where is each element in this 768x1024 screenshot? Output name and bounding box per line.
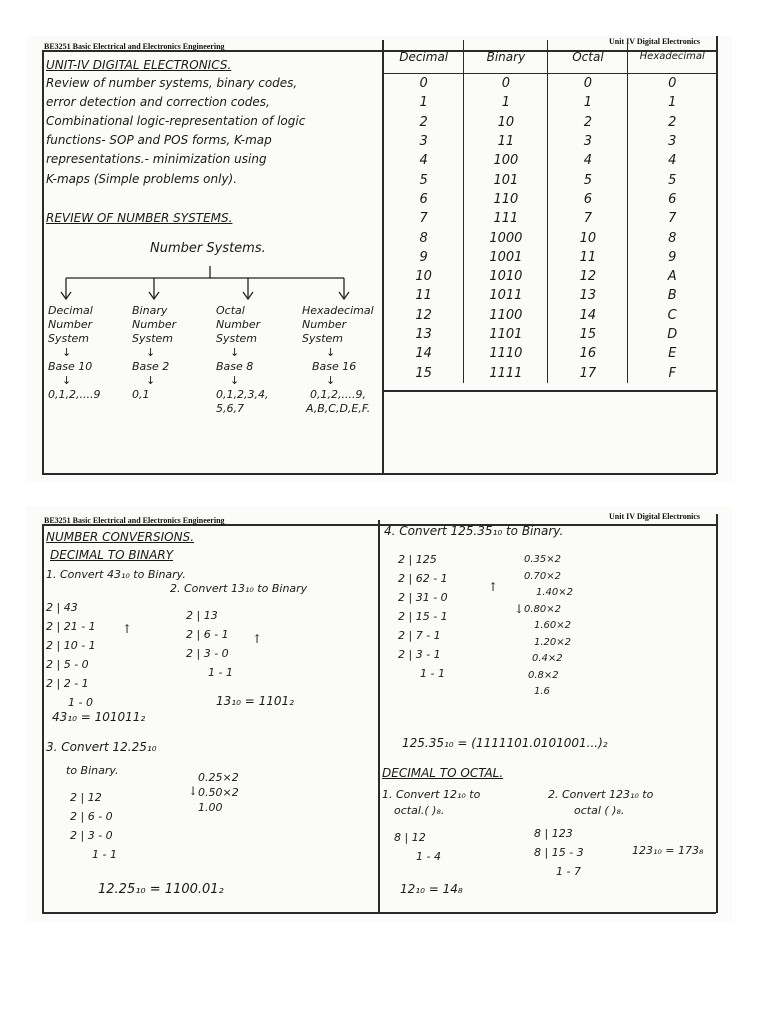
binary-cell: 1110 xyxy=(464,344,548,363)
q4-division-steps xyxy=(398,550,448,683)
syllabus-line: error detection and correction codes, xyxy=(46,95,270,109)
table-row xyxy=(384,248,716,267)
hexadecimal-cell: 3 xyxy=(628,132,716,151)
q6-division-steps xyxy=(534,824,584,881)
table-row xyxy=(384,344,716,363)
syllabus-line: functions- SOP and POS forms, K-map xyxy=(46,133,272,147)
division-step: 2 | 62 - 1 xyxy=(398,572,448,585)
system-name-line: System xyxy=(48,332,90,345)
system-name-line: Binary xyxy=(132,304,168,317)
down-arrow-icon: ↓ xyxy=(326,346,336,359)
octal-cell: 4 xyxy=(548,151,628,170)
division-step: 2 | 21 - 1 xyxy=(46,620,96,633)
question-1: 1. Convert 43₁₀ to Binary. xyxy=(46,568,186,581)
question-5: 1. Convert 12₁₀ to xyxy=(382,788,481,801)
decimal-system-label xyxy=(48,304,100,402)
table-row xyxy=(384,286,716,305)
page-1-right-border xyxy=(716,36,718,474)
page-2-header-left: BE3251 Basic Electrical and Electronics Engineering xyxy=(44,516,225,525)
page-2-right-border xyxy=(716,514,718,913)
system-base: Base 8 xyxy=(216,360,254,373)
down-arrow-icon: ↓ xyxy=(514,602,525,616)
octal-cell: 10 xyxy=(548,228,628,247)
down-arrow-icon: ↓ xyxy=(62,346,72,359)
hexadecimal-cell: F xyxy=(628,363,716,382)
division-step: 8 | 123 xyxy=(534,827,573,840)
octal-cell: 11 xyxy=(548,248,628,267)
decimal-cell: 2 xyxy=(419,114,428,130)
review-heading: REVIEW OF NUMBER SYSTEMS. xyxy=(46,211,233,225)
q5-result: 12₁₀ = 14₈ xyxy=(400,882,463,896)
decimal-cell: 10 xyxy=(415,269,432,285)
octal-system-label xyxy=(216,304,268,416)
fraction-step: 0.4×2 xyxy=(532,653,563,664)
down-arrow-icon: ↓ xyxy=(188,784,199,798)
down-arrow-icon: ↓ xyxy=(62,374,72,387)
system-digits: 0,1,2,....9, xyxy=(310,388,366,401)
division-step: 2 | 7 - 1 xyxy=(398,629,441,642)
fraction-step: 0.50×2 xyxy=(198,786,239,799)
question-3: 3. Convert 12.25₁₀ xyxy=(46,740,157,754)
hexadecimal-cell: 1 xyxy=(628,93,716,112)
table-row xyxy=(384,132,716,151)
column-header-octal: Octal xyxy=(548,40,628,74)
system-base: Base 16 xyxy=(312,360,357,373)
decimal-cell: 4 xyxy=(419,153,428,169)
fraction-step: 0.35×2 xyxy=(524,554,562,565)
question-3-continued: to Binary. xyxy=(66,764,119,777)
decimal-to-binary-heading: DECIMAL TO BINARY xyxy=(50,548,174,562)
fraction-step: 0.25×2 xyxy=(198,771,239,784)
q4-fraction-steps xyxy=(524,552,573,701)
hexadecimal-cell: 7 xyxy=(628,209,716,228)
division-step: 1 - 1 xyxy=(208,666,233,679)
division-step: 8 | 15 - 3 xyxy=(534,846,584,859)
binary-cell: 110 xyxy=(464,190,548,209)
q5-division-steps xyxy=(394,828,441,866)
division-step: 1 - 0 xyxy=(68,696,93,709)
table-row xyxy=(384,306,716,325)
octal-cell: 2 xyxy=(548,113,628,132)
fraction-step: 0.70×2 xyxy=(524,570,562,582)
fraction-step: 0.80×2 xyxy=(524,603,562,615)
octal-cell: 15 xyxy=(548,325,628,344)
decimal-cell: 15 xyxy=(415,365,432,381)
division-step: 2 | 5 - 0 xyxy=(46,658,89,671)
system-digits: 0,1 xyxy=(132,388,150,401)
down-arrow-icon: ↓ xyxy=(146,346,156,359)
division-step: 2 | 125 xyxy=(398,553,437,566)
hexadecimal-system-label xyxy=(302,304,374,416)
decimal-cell: 3 xyxy=(419,134,428,150)
up-arrow-icon: ↑ xyxy=(252,632,263,646)
system-base: Base 10 xyxy=(48,360,93,373)
octal-cell: 3 xyxy=(548,132,628,151)
hexadecimal-cell: B xyxy=(628,286,716,305)
fraction-step: 1.60×2 xyxy=(534,620,572,631)
binary-cell: 111 xyxy=(464,209,548,228)
column-header-decimal: Decimal xyxy=(384,40,464,74)
page-1-bottom-rule xyxy=(42,473,716,475)
division-step: 2 | 15 - 1 xyxy=(398,610,448,623)
hexadecimal-cell: 5 xyxy=(628,170,716,189)
division-step: 2 | 13 xyxy=(186,609,218,622)
decimal-cell: 13 xyxy=(415,327,432,342)
decimal-cell: 5 xyxy=(419,172,428,188)
column-header-binary: Binary xyxy=(464,40,548,74)
binary-cell: 1101 xyxy=(464,325,548,344)
division-step: 2 | 10 - 1 xyxy=(46,639,96,652)
decimal-cell: 12 xyxy=(415,307,432,323)
division-step: 2 | 3 - 1 xyxy=(398,648,441,661)
octal-cell: 13 xyxy=(548,286,628,305)
tree-connectors xyxy=(26,36,386,316)
system-name-line: System xyxy=(302,332,344,345)
q1-result: 43₁₀ = 101011₂ xyxy=(52,710,146,724)
octal-cell: 5 xyxy=(548,170,628,189)
system-name-line: Decimal xyxy=(48,304,93,317)
octal-cell: 12 xyxy=(548,267,628,286)
octal-cell: 16 xyxy=(548,344,628,363)
down-arrow-icon: ↓ xyxy=(230,346,240,359)
octal-cell: 17 xyxy=(548,363,628,382)
decimal-cell: 11 xyxy=(415,288,432,304)
binary-cell: 0 xyxy=(464,74,548,94)
system-name-line: Number xyxy=(132,318,177,331)
binary-cell: 1111 xyxy=(464,363,548,382)
division-step: 2 | 3 - 0 xyxy=(186,647,229,660)
table-row xyxy=(384,93,716,112)
down-arrow-icon: ↓ xyxy=(230,374,240,387)
table-row xyxy=(384,209,716,228)
decimal-cell: 7 xyxy=(419,211,428,227)
q3-division-steps xyxy=(70,788,117,864)
up-arrow-icon: ↑ xyxy=(488,580,499,594)
table-bottom-rule xyxy=(384,390,716,392)
page-1-header-right: Unit IV Digital Electronics xyxy=(609,37,701,46)
syllabus-line: representations.- minimization using xyxy=(46,152,267,166)
q2-division-steps xyxy=(186,606,233,682)
q3-fraction-steps xyxy=(198,770,239,815)
system-digits: 5,6,7 xyxy=(216,402,244,415)
question-6-continued: octal ( )₈. xyxy=(574,804,625,817)
octal-cell: 14 xyxy=(548,306,628,325)
hexadecimal-cell: D xyxy=(628,325,716,344)
division-step: 1 - 4 xyxy=(416,850,441,863)
octal-cell: 0 xyxy=(548,74,628,94)
down-arrow-icon: ↓ xyxy=(326,374,336,387)
table-row xyxy=(384,170,716,189)
system-name-line: Number xyxy=(48,318,93,331)
hexadecimal-cell: E xyxy=(628,344,716,363)
system-digits: 0,1,2,....9 xyxy=(48,388,101,401)
decimal-cell: 1 xyxy=(419,95,428,111)
question-2: 2. Convert 13₁₀ to Binary xyxy=(170,582,308,595)
system-name-line: Number xyxy=(216,318,261,331)
binary-cell: 1 xyxy=(464,93,548,112)
binary-system-label xyxy=(132,304,176,402)
fraction-step: 0.8×2 xyxy=(528,669,559,681)
table-row xyxy=(384,151,716,170)
binary-cell: 100 xyxy=(464,151,548,170)
down-arrow-icon: ↓ xyxy=(146,374,156,387)
hexadecimal-cell: 4 xyxy=(628,151,716,170)
page-2-header-right: Unit IV Digital Electronics xyxy=(609,512,701,521)
table-row xyxy=(384,363,716,382)
table-row xyxy=(384,228,716,247)
q1-division-steps xyxy=(46,598,96,712)
division-step: 2 | 31 - 0 xyxy=(398,591,448,604)
page-1-header-left: BE3251 Basic Electrical and Electronics Engineering xyxy=(44,42,225,51)
system-digits: 0,1,2,3,4, xyxy=(216,388,269,401)
fraction-step: 1.00 xyxy=(198,801,223,814)
system-digits: A,B,C,D,E,F. xyxy=(306,402,371,415)
hexadecimal-cell: A xyxy=(628,267,716,286)
decimal-cell: 14 xyxy=(415,346,432,362)
division-step: 8 | 12 xyxy=(394,831,426,844)
division-step: 2 | 6 - 0 xyxy=(70,810,113,823)
question-5-continued: octal.( )₈. xyxy=(394,804,445,817)
binary-cell: 1100 xyxy=(464,306,548,325)
syllabus-line: Combinational logic-representation of logic xyxy=(46,114,306,128)
table-header-row xyxy=(384,40,716,74)
fraction-step: 1.20×2 xyxy=(534,636,572,648)
division-step: 1 - 1 xyxy=(420,667,445,680)
syllabus-line: Review of number systems, binary codes, xyxy=(46,76,298,90)
q3-result: 12.25₁₀ = 1100.01₂ xyxy=(98,882,224,897)
unit-title: UNIT-IV DIGITAL ELECTRONICS. xyxy=(46,58,232,72)
hexadecimal-cell: 8 xyxy=(628,228,716,247)
division-step: 2 | 3 - 0 xyxy=(70,829,113,842)
division-step: 1 - 1 xyxy=(92,848,117,861)
hexadecimal-cell: 0 xyxy=(628,74,716,94)
decimal-to-octal-heading: DECIMAL TO OCTAL. xyxy=(382,766,504,780)
decimal-cell: 0 xyxy=(419,76,428,92)
octal-cell: 6 xyxy=(548,190,628,209)
division-step: 2 | 43 xyxy=(46,601,78,614)
binary-cell: 11 xyxy=(464,132,548,151)
system-name-line: Octal xyxy=(216,304,245,317)
hexadecimal-cell: C xyxy=(628,306,716,325)
octal-cell: 7 xyxy=(548,209,628,228)
division-step: 2 | 12 xyxy=(70,791,102,804)
system-name-line: Number xyxy=(302,318,347,331)
binary-cell: 1001 xyxy=(464,248,548,267)
hexadecimal-cell: 6 xyxy=(628,190,716,209)
fraction-step: 1.6 xyxy=(534,686,550,697)
table-row xyxy=(384,113,716,132)
q4-result: 125.35₁₀ = (1111101.0101001...)₂ xyxy=(402,736,608,750)
decimal-cell: 9 xyxy=(419,249,428,265)
binary-cell: 10 xyxy=(464,113,548,132)
system-name-line: System xyxy=(132,332,174,345)
table-row xyxy=(384,190,716,209)
question-4: 4. Convert 125.35₁₀ to Binary. xyxy=(384,524,564,538)
decimal-cell: 6 xyxy=(419,191,428,207)
division-step: 1 - 7 xyxy=(556,865,581,878)
decimal-cell: 8 xyxy=(419,230,428,246)
division-step: 2 | 6 - 1 xyxy=(186,628,229,641)
table-row xyxy=(384,267,716,286)
system-name-line: Hexadecimal xyxy=(302,304,374,317)
up-arrow-icon: ↑ xyxy=(122,622,133,636)
binary-cell: 101 xyxy=(464,170,548,189)
division-step: 2 | 2 - 1 xyxy=(46,677,89,690)
page-2-center-divider xyxy=(378,520,380,913)
conversions-title: NUMBER CONVERSIONS. xyxy=(46,530,195,544)
column-header-hexadecimal: Hexadecimal xyxy=(628,40,716,74)
binary-cell: 1000 xyxy=(464,228,548,247)
hexadecimal-cell: 9 xyxy=(628,248,716,267)
question-6: 2. Convert 123₁₀ to xyxy=(548,788,654,801)
binary-cell: 1010 xyxy=(464,267,548,286)
q6-result: 123₁₀ = 173₈ xyxy=(632,844,704,857)
page-2-left-border xyxy=(42,524,44,913)
fraction-step: 1.40×2 xyxy=(536,587,574,598)
q2-result: 13₁₀ = 1101₂ xyxy=(216,694,294,708)
binary-cell: 1011 xyxy=(464,286,548,305)
page-2-sheet xyxy=(26,506,732,922)
hexadecimal-cell: 2 xyxy=(628,113,716,132)
number-system-table xyxy=(384,40,716,383)
system-name-line: System xyxy=(216,332,258,345)
octal-cell: 1 xyxy=(548,93,628,112)
page-1-sheet xyxy=(26,36,732,482)
system-base: Base 2 xyxy=(132,360,170,373)
syllabus-line: K-maps (Simple problems only). xyxy=(46,172,238,186)
table-row xyxy=(384,325,716,344)
table-row xyxy=(384,74,716,94)
tree-root-label: Number Systems. xyxy=(150,241,266,256)
